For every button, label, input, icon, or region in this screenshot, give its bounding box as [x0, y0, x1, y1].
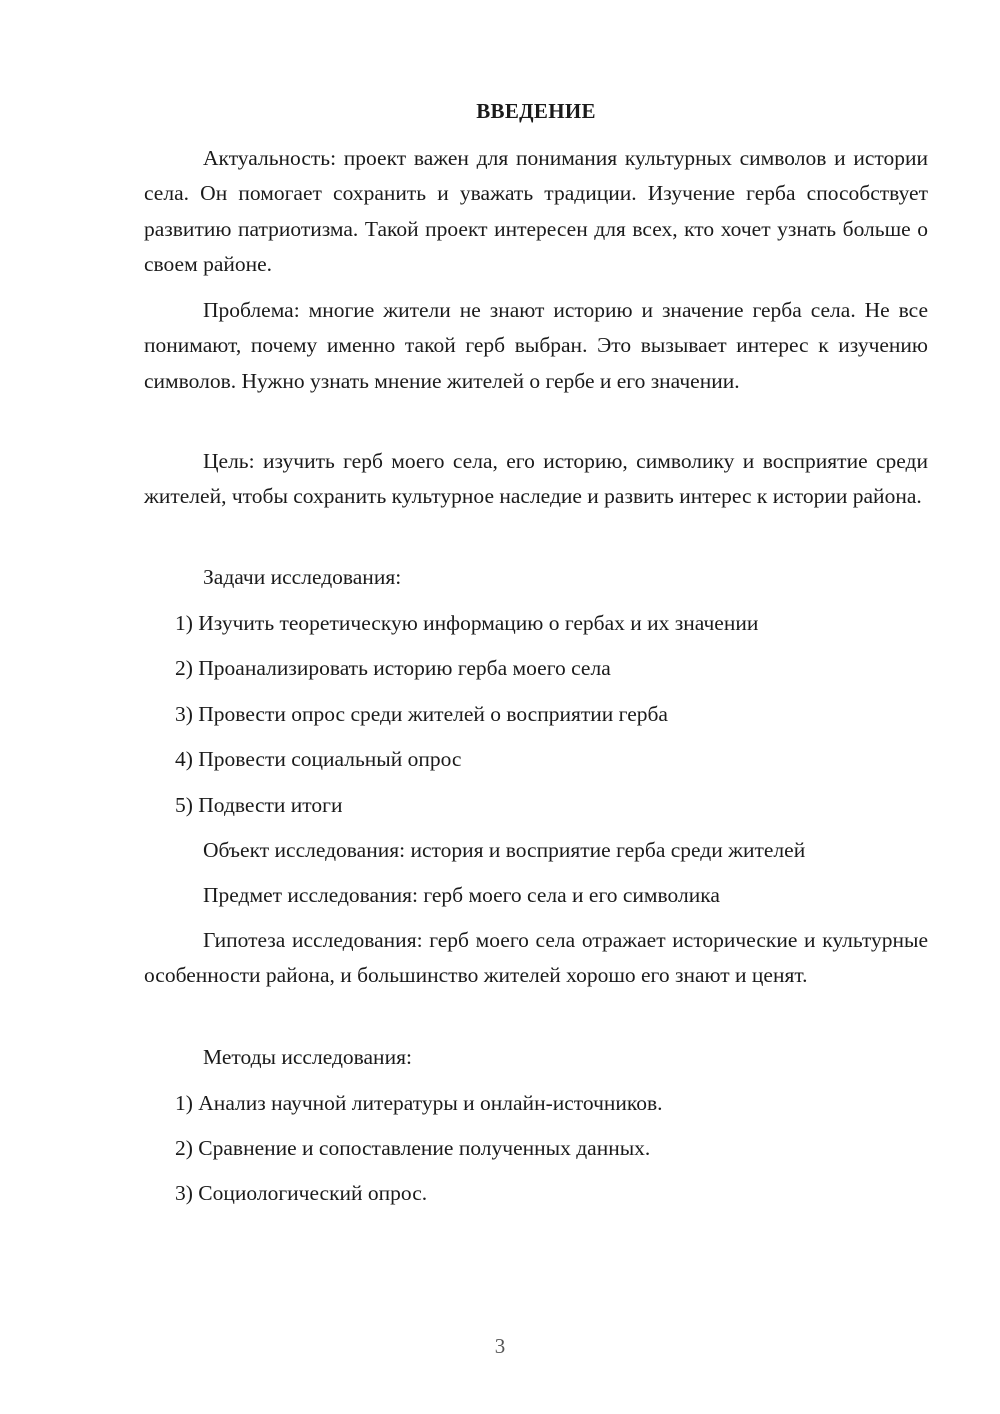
- task-item: 3) Провести опрос среди жителей о восприятии герба: [175, 702, 668, 726]
- goal-paragraph: Цель: изучить герб моего села, его историю, символику и восприятие среди жителей, чтобы сохранить культурное наследие и развить интерес к истории района.: [144, 449, 928, 509]
- task-item: 2) Проанализировать историю герба моего села: [175, 656, 611, 680]
- relevance-paragraph: Актуальность: проект важен для понимания культурных символов и истории села. Он помогает сохранить и уважать традиции. Изучение герба способствует развитию патриотизма. Такой проект интересен для всех, кто хочет узнать больше о своем районе.: [144, 146, 928, 276]
- research-subject: Предмет исследования: герб моего села и его символика: [203, 883, 720, 907]
- problem-paragraph: Проблема: многие жители не знают историю и значение герба села. Не все понимают, почему именно такой герб выбран. Это вызывает интерес к изучению символов. Нужно узнать мнение жителей о гербе и его значении.: [144, 298, 928, 393]
- task-item: 4) Провести социальный опрос: [175, 747, 462, 771]
- page-number: 3: [494, 1334, 506, 1358]
- methods-heading: Методы исследования:: [203, 1045, 412, 1069]
- task-item: 1) Изучить теоретическую информацию о гербах и их значении: [175, 611, 759, 635]
- method-item: 3) Социологический опрос.: [175, 1181, 428, 1205]
- tasks-heading: Задачи исследования:: [203, 565, 402, 589]
- method-item: 2) Сравнение и сопоставление полученных данных.: [175, 1136, 651, 1160]
- page-title: ВВЕДЕНИЕ: [476, 99, 596, 123]
- method-item: 1) Анализ научной литературы и онлайн-источников.: [175, 1091, 663, 1115]
- research-object: Объект исследования: история и восприятие герба среди жителей: [203, 838, 806, 862]
- hypothesis-paragraph: Гипотеза исследования: герб моего села отражает исторические и культурные особенности района, и большинство жителей хорошо его знают и ценят.: [144, 928, 928, 988]
- task-item: 5) Подвести итоги: [175, 793, 343, 817]
- document-page: [144, 0, 928, 1414]
